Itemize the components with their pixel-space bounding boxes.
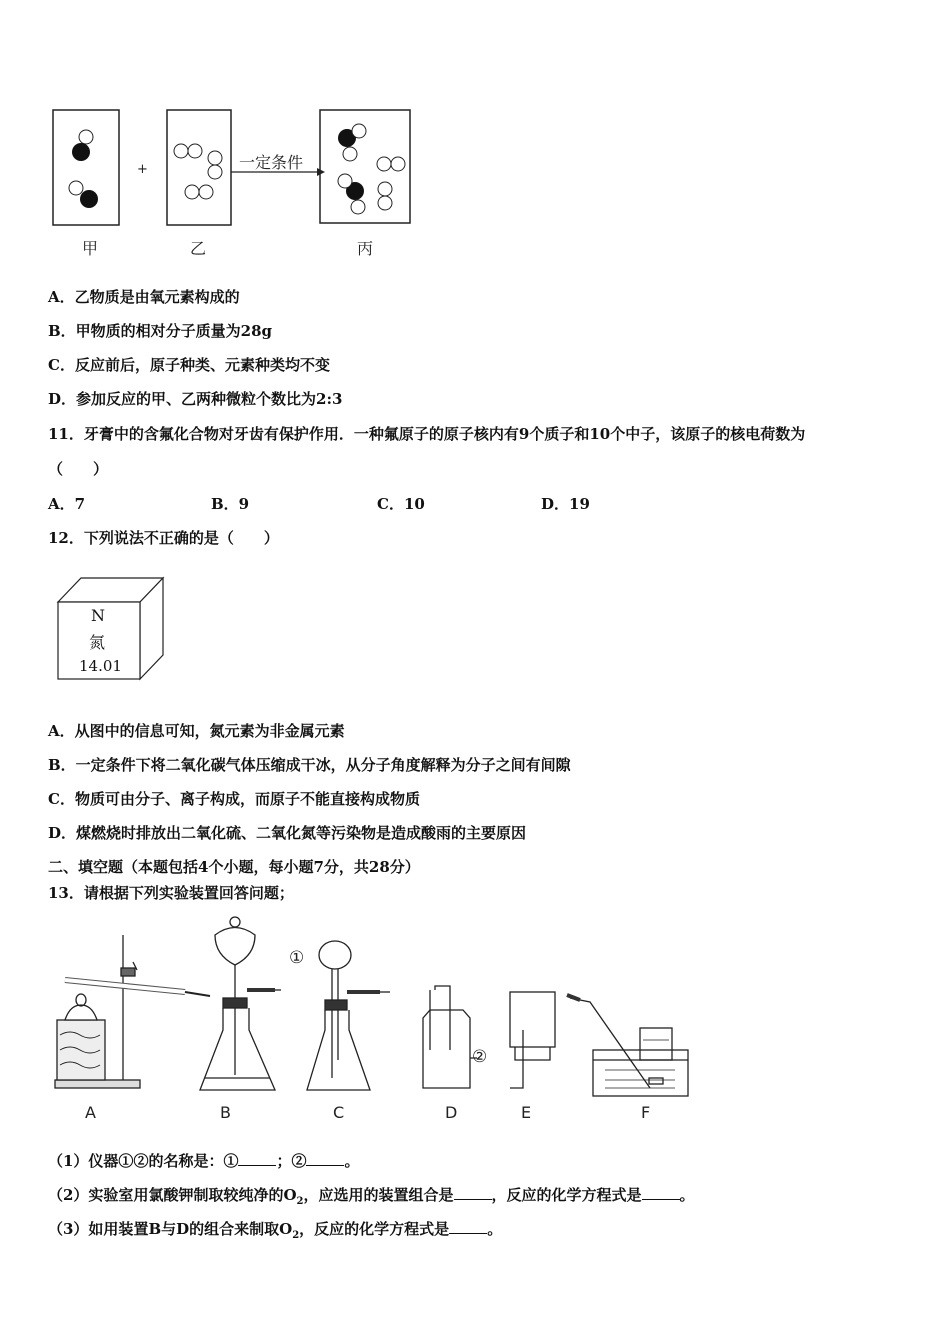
atom-white — [343, 147, 357, 161]
q11-option-c: C．10 — [377, 495, 425, 513]
atom-white — [378, 182, 392, 196]
atom-white — [352, 124, 366, 138]
element-name: 氮 — [89, 633, 106, 652]
atom-white — [188, 144, 202, 158]
atom-white — [391, 157, 405, 171]
q12-option-d: D．煤燃烧时排放出二氧化硫、二氧化氮等污染物是造成酸雨的主要原因 — [48, 824, 527, 842]
apparatus-label-d: D — [445, 1103, 458, 1122]
arrow-label: 一定条件 — [239, 153, 304, 172]
label-jia: 甲 — [82, 239, 99, 258]
q12-option-a: A．从图中的信息可知，氮元素为非金属元素 — [48, 722, 345, 740]
q13-sub3 — [48, 1218, 502, 1241]
element-tile — [55, 575, 170, 685]
apparatus-c — [307, 941, 390, 1090]
q10-option-b: B．甲物质的相对分子质量为28g — [48, 322, 273, 340]
section-heading: 二、填空题（本题包括4个小题，每小题7分，共28分） — [48, 858, 420, 876]
q13-stem: 13．请根据下列实验装置回答问题； — [48, 884, 294, 902]
q13-sub2 — [48, 1184, 695, 1207]
blank-3[interactable] — [454, 1185, 492, 1200]
atom-white — [199, 185, 213, 199]
apparatus-label-e: E — [521, 1103, 532, 1122]
atom-black — [72, 143, 90, 161]
apparatus-label-c: C — [333, 1103, 345, 1122]
label-plus: + — [137, 162, 148, 177]
q13-sub2-text-b: ，应选用的装置组合是 — [303, 1186, 454, 1204]
atom-white — [185, 185, 199, 199]
q13-sub2-text-a: （2）实验室用氯酸钾制取较纯净的O — [48, 1186, 297, 1204]
element-symbol: N — [91, 606, 105, 625]
marker-2: ② — [472, 1047, 488, 1067]
q12-option-b: B．一定条件下将二氧化碳气体压缩成干冰，从分子角度解释为分子之间有间隙 — [48, 756, 571, 774]
q12-stem: 12．下列说法不正确的是（ ） — [48, 529, 279, 547]
apparatus-d — [423, 986, 477, 1088]
blank-4[interactable] — [642, 1185, 680, 1200]
blank-2[interactable] — [306, 1151, 344, 1166]
reaction-diagram-svg — [45, 100, 465, 265]
atom-white — [338, 174, 352, 188]
atom-white — [351, 200, 365, 214]
q13-sub3-text-b: ，反应的化学方程式是 — [299, 1220, 450, 1238]
q13-sub3-text-c: 。 — [487, 1220, 503, 1238]
atom-white — [377, 157, 391, 171]
atom-white — [174, 144, 188, 158]
q10-option-d: D．参加反应的甲、乙两种微粒个数比为2:3 — [48, 390, 343, 408]
q11-paren: （ ） — [48, 460, 109, 478]
marker-1: ① — [289, 948, 305, 968]
atom-white — [79, 130, 93, 144]
q10-option-c: C．反应前后，原子种类、元素种类均不变 — [48, 356, 330, 374]
apparatus-svg — [45, 910, 705, 1125]
q13-sub1 — [48, 1150, 359, 1171]
apparatus-b — [200, 917, 281, 1090]
q13-sub2-text-c: ，反应的化学方程式是 — [491, 1186, 642, 1204]
element-mass: 14.01 — [79, 657, 122, 675]
apparatus-a — [55, 935, 210, 1088]
q11-stem: 11．牙膏中的含氟化合物对牙齿有保护作用．一种氟原子的原子核内有9个质子和10个中子，该原子的核电荷数为 — [48, 425, 806, 443]
q12-option-c: C．物质可由分子、离子构成，而原子不能直接构成物质 — [48, 790, 420, 808]
label-yi: 乙 — [190, 239, 207, 258]
q11-option-d: D．19 — [541, 495, 590, 513]
q10-option-a: A．乙物质是由氧元素构成的 — [48, 288, 240, 306]
atom-white — [208, 151, 222, 165]
arrow-head-icon — [317, 168, 325, 176]
atom-white — [378, 196, 392, 210]
q13-sub1-text-b: ；② — [276, 1152, 307, 1170]
apparatus-diagram — [45, 910, 705, 1125]
apparatus-label-a: A — [85, 1103, 96, 1122]
q13-sub1-text-a: （1）仪器①②的名称是：① — [48, 1152, 239, 1170]
apparatus-f — [567, 995, 688, 1096]
label-bing: 丙 — [357, 239, 374, 258]
atom-black — [80, 190, 98, 208]
apparatus-e — [510, 992, 555, 1088]
q13-sub2-subscript: 2 — [296, 1196, 304, 1207]
q13-sub2-text-d: 。 — [679, 1186, 695, 1204]
atom-white — [69, 181, 83, 195]
q13-sub3-subscript: 2 — [292, 1230, 300, 1241]
q13-sub1-text-c: 。 — [344, 1152, 360, 1170]
q11-option-a: A．7 — [48, 495, 86, 513]
atom-white — [208, 165, 222, 179]
apparatus-label-b: B — [220, 1103, 231, 1122]
q11-option-b: B．9 — [211, 495, 250, 513]
blank-5[interactable] — [449, 1219, 487, 1234]
blank-1[interactable] — [238, 1151, 276, 1166]
apparatus-label-f: F — [641, 1103, 651, 1122]
box-yi — [167, 110, 231, 225]
q13-sub3-text-a: （3）如用装置B与D的组合来制取O — [48, 1220, 293, 1238]
reaction-diagram — [45, 100, 465, 265]
box-jia — [53, 110, 119, 225]
